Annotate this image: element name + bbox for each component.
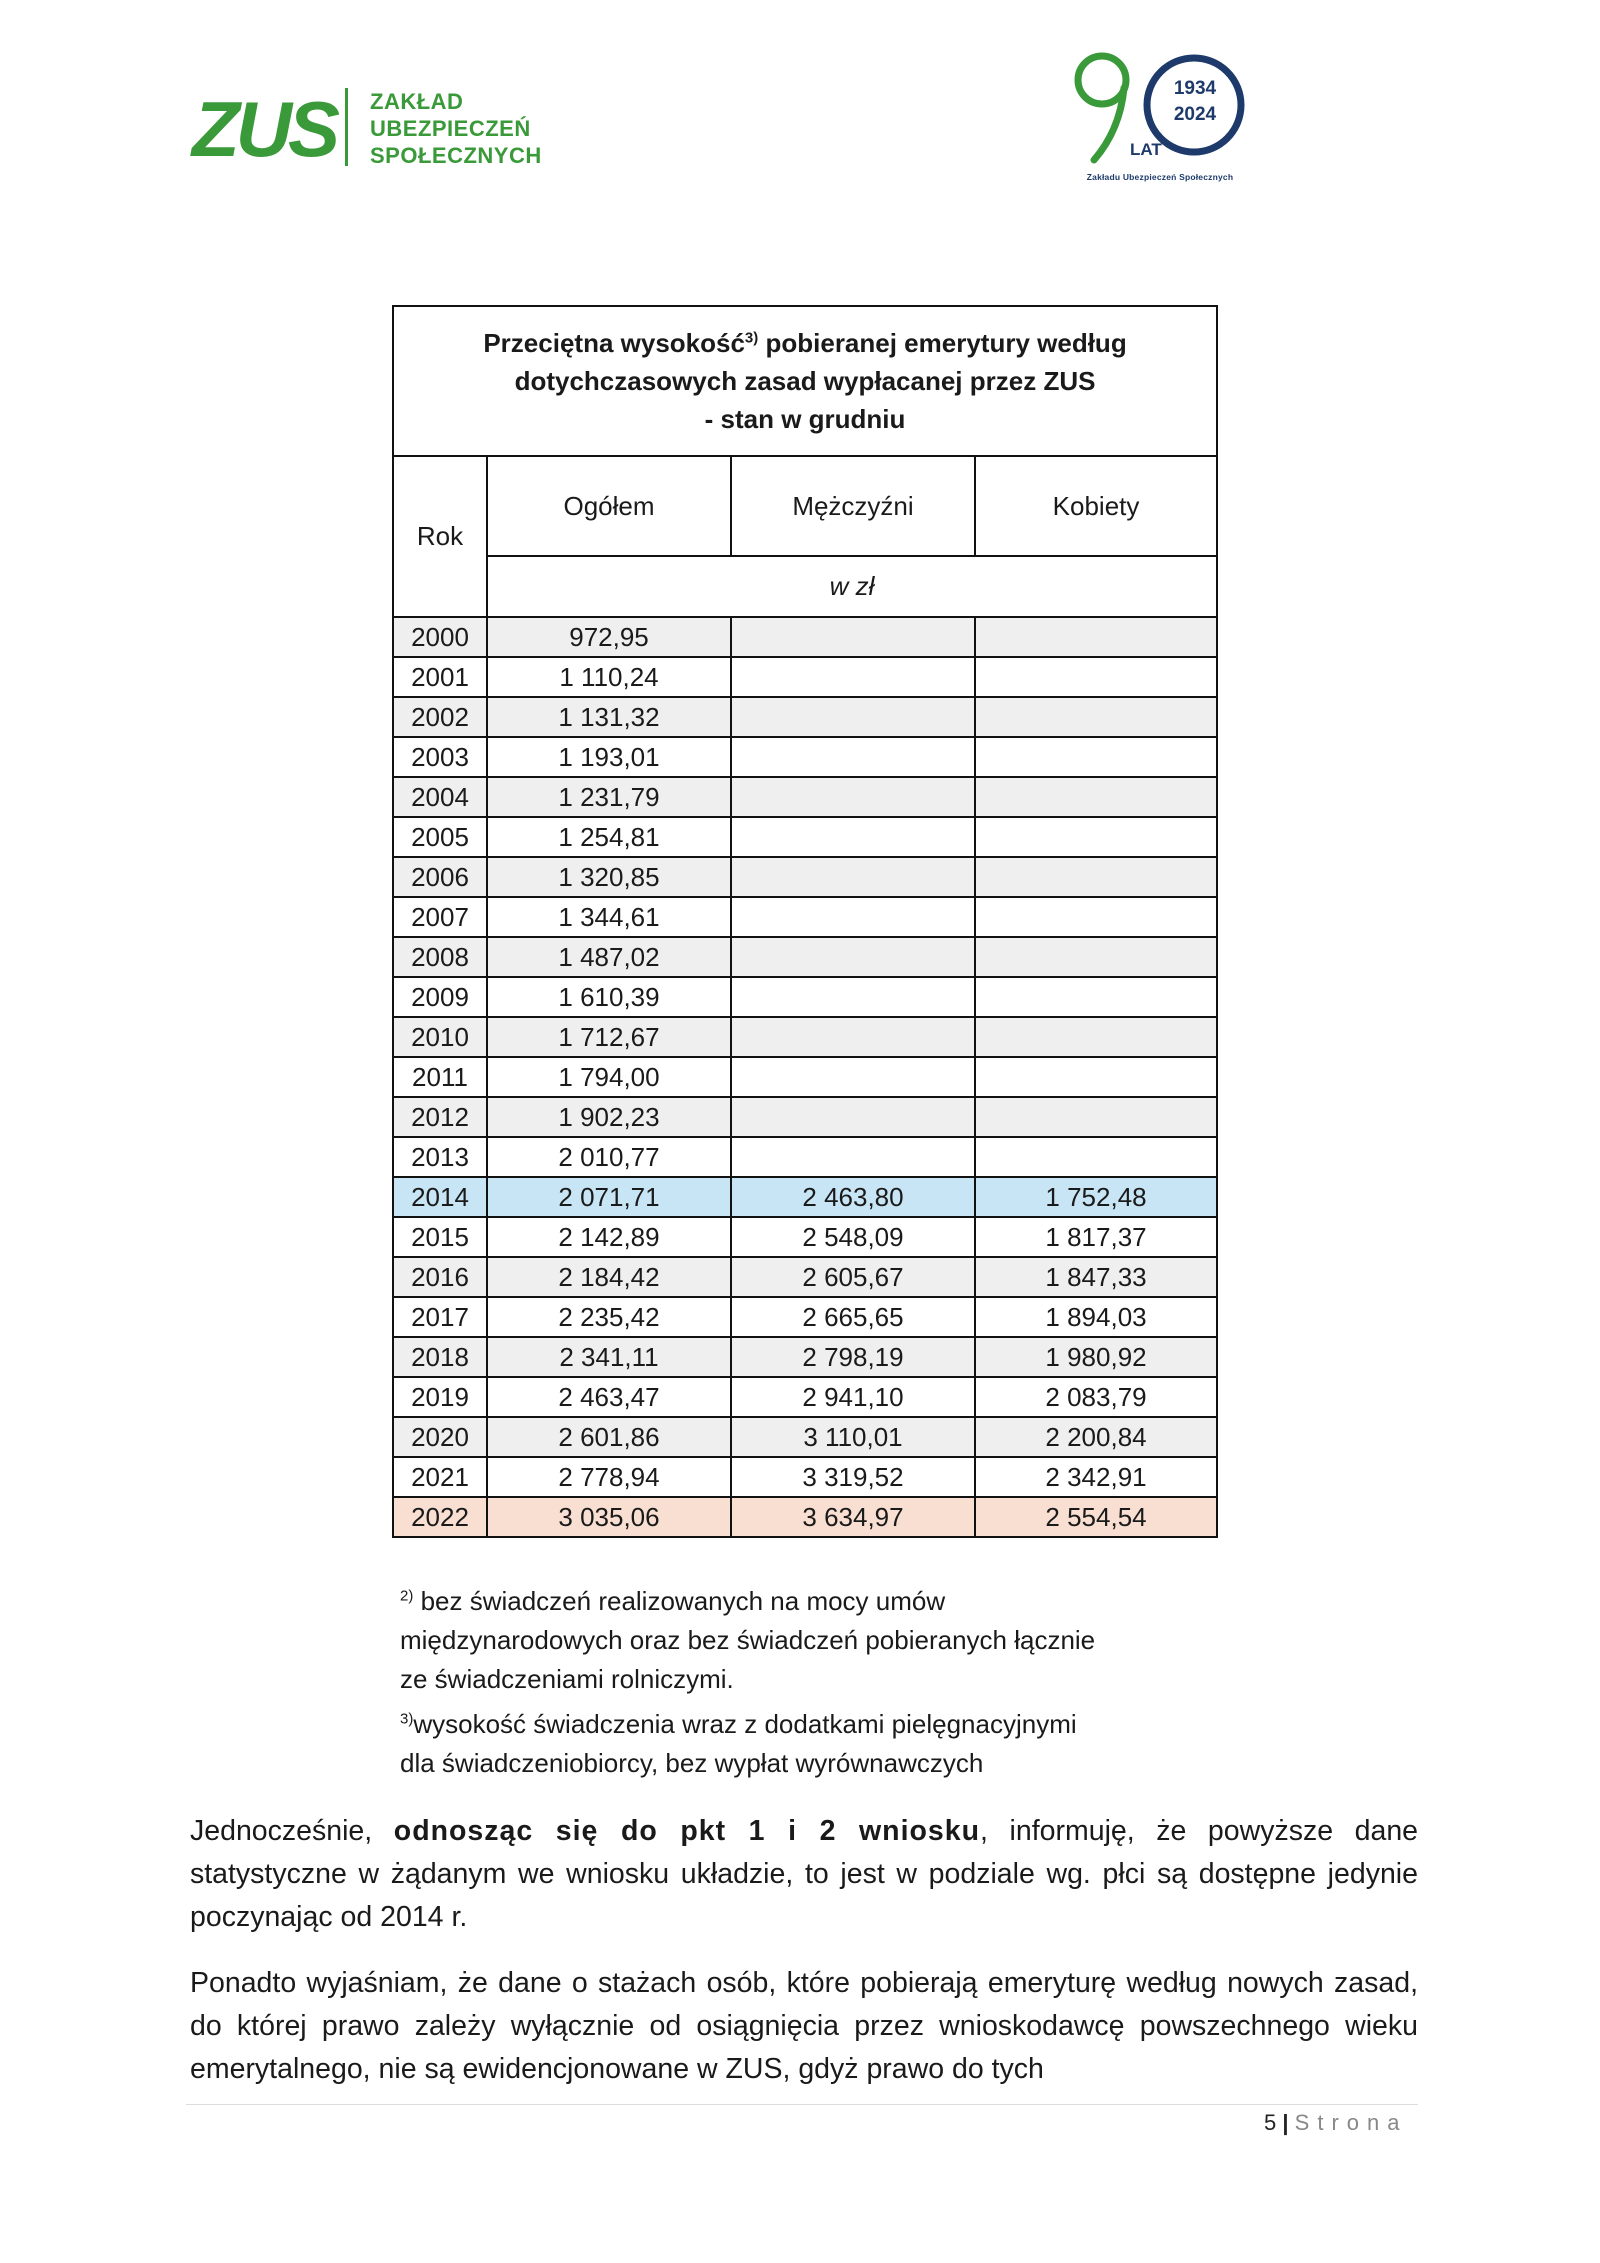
cell-total: 2 010,77 [487, 1137, 731, 1177]
cell-women: 2 554,54 [975, 1497, 1217, 1537]
table-title-line: - stan w grudniu [704, 404, 906, 434]
paragraph-text: , informuję, że powyższe dane statystyczne w żądanym we wniosku układzie, to jest w podziale wg. płci są dostępne jedynie poczynając od 2014 r. [190, 1815, 1419, 1933]
cell-year: 2008 [393, 937, 487, 977]
zus-full-name [370, 88, 542, 169]
cell-women [975, 1137, 1217, 1177]
table-row [393, 1377, 1217, 1417]
table-row [393, 697, 1217, 737]
footnote-ref: 3) [744, 329, 759, 347]
cell-men [731, 737, 975, 777]
cell-total: 1 193,01 [487, 737, 731, 777]
cell-year: 2010 [393, 1017, 487, 1057]
paragraph-bold-text: odnosząc się do pkt 1 i 2 wniosku [393, 1815, 981, 1847]
cell-year: 2003 [393, 737, 487, 777]
anniversary-years [1155, 76, 1235, 128]
col-header-mezczyzni: Mężczyźni [731, 456, 975, 556]
cell-men: 3 319,52 [731, 1457, 975, 1497]
table-row [393, 1257, 1217, 1297]
cell-year: 2017 [393, 1297, 487, 1337]
cell-year: 2002 [393, 697, 487, 737]
page-number-value: 5 [1264, 2110, 1277, 2135]
cell-year: 2012 [393, 1097, 487, 1137]
cell-total: 2 341,11 [487, 1337, 731, 1377]
cell-women [975, 617, 1217, 657]
table-title-line: dotychczasowych zasad wypłacanej przez ZUS [514, 366, 1096, 396]
cell-total: 972,95 [487, 617, 731, 657]
cell-year: 2007 [393, 897, 487, 937]
footnote-3 [400, 1705, 1220, 1783]
cell-women [975, 1097, 1217, 1137]
table-title-part: pobieranej emerytury według [758, 328, 1127, 358]
logo-divider [345, 88, 348, 166]
anniversary-caption: Zakładu Ubezpieczeń Społecznych [1086, 172, 1234, 182]
footnote-text: dla świadczeniobiorcy, bez wypłat wyrównawczych [400, 1748, 984, 1778]
table-row [393, 897, 1217, 937]
cell-year: 2009 [393, 977, 487, 1017]
cell-total: 3 035,06 [487, 1497, 731, 1537]
cell-year: 2021 [393, 1457, 487, 1497]
cell-year: 2015 [393, 1217, 487, 1257]
table-row [393, 1057, 1217, 1097]
table-row [393, 1417, 1217, 1457]
zus-name-line: UBEZPIECZEŃ [370, 116, 531, 141]
footnote-text: ze świadczeniami rolniczymi. [400, 1664, 734, 1694]
table-row [393, 937, 1217, 977]
cell-women: 1 817,37 [975, 1217, 1217, 1257]
cell-women [975, 897, 1217, 937]
cell-women [975, 1017, 1217, 1057]
table-row [393, 1177, 1217, 1217]
cell-total: 2 184,42 [487, 1257, 731, 1297]
table-row [393, 777, 1217, 817]
table-row [393, 977, 1217, 1017]
cell-women: 2 342,91 [975, 1457, 1217, 1497]
anniversary-lat: LAT [1130, 140, 1162, 159]
cell-year: 2005 [393, 817, 487, 857]
cell-year: 2011 [393, 1057, 487, 1097]
table-row [393, 1497, 1217, 1537]
cell-year: 2006 [393, 857, 487, 897]
cell-men [731, 697, 975, 737]
cell-total: 1 110,24 [487, 657, 731, 697]
cell-men [731, 657, 975, 697]
cell-women [975, 1057, 1217, 1097]
cell-women: 1 752,48 [975, 1177, 1217, 1217]
cell-men [731, 777, 975, 817]
cell-total: 2 235,42 [487, 1297, 731, 1337]
col-header-rok: Rok [393, 456, 487, 617]
cell-men [731, 1057, 975, 1097]
table-row [393, 857, 1217, 897]
cell-total: 1 231,79 [487, 777, 731, 817]
cell-total: 2 463,47 [487, 1377, 731, 1417]
footnote-2 [400, 1582, 1220, 1699]
cell-year: 2000 [393, 617, 487, 657]
table-row [393, 657, 1217, 697]
cell-year: 2016 [393, 1257, 487, 1297]
anniversary-year-end: 2024 [1173, 104, 1217, 125]
cell-total: 1 320,85 [487, 857, 731, 897]
table-row [393, 737, 1217, 777]
cell-year: 2013 [393, 1137, 487, 1177]
cell-men: 2 665,65 [731, 1297, 975, 1337]
table-row [393, 817, 1217, 857]
paragraph-text: Jednocześnie, [190, 1815, 394, 1847]
cell-men: 2 463,80 [731, 1177, 975, 1217]
cell-men: 3 110,01 [731, 1417, 975, 1457]
cell-men: 2 548,09 [731, 1217, 975, 1257]
cell-total: 1 610,39 [487, 977, 731, 1017]
cell-men: 2 798,19 [731, 1337, 975, 1377]
table-title-part: Przeciętna wysokość [483, 328, 745, 358]
cell-men [731, 937, 975, 977]
cell-year: 2014 [393, 1177, 487, 1217]
cell-year: 2018 [393, 1337, 487, 1377]
cell-women [975, 817, 1217, 857]
cell-total: 1 344,61 [487, 897, 731, 937]
footer-divider [186, 2104, 1418, 2105]
table-row [393, 1097, 1217, 1137]
footnote-mark: 2) [400, 1587, 414, 1605]
cell-women: 2 200,84 [975, 1417, 1217, 1457]
paragraph-2: Ponadto wyjaśniam, że dane o stażach osób, które pobierają emeryturę według nowych zasad, do której prawo zależy wyłącznie od osiągnięcia przez wnioskodawcę powszechnego wieku emerytalnego, nie są ewidencjonowane w ZUS, gdyż prawo do tych [190, 1967, 1418, 2085]
table-row [393, 1137, 1217, 1177]
anniversary-logo [1060, 50, 1260, 190]
page-word: Strona [1294, 2110, 1408, 2135]
cell-men [731, 1017, 975, 1057]
cell-women: 1 894,03 [975, 1297, 1217, 1337]
cell-women [975, 737, 1217, 777]
table-body [393, 617, 1217, 1537]
page-number [1264, 2110, 1407, 2136]
cell-men [731, 977, 975, 1017]
zus-logo [190, 84, 550, 174]
footnote-mark: 3) [400, 1710, 414, 1728]
cell-women [975, 937, 1217, 977]
paragraph-1 [190, 1810, 1418, 1939]
table-row [393, 1217, 1217, 1257]
cell-women [975, 657, 1217, 697]
cell-men [731, 897, 975, 937]
cell-men [731, 617, 975, 657]
cell-men: 3 634,97 [731, 1497, 975, 1537]
footnotes [400, 1582, 1220, 1789]
cell-men: 2 605,67 [731, 1257, 975, 1297]
zus-logo-icon [190, 84, 336, 173]
cell-women [975, 777, 1217, 817]
cell-women: 1 980,92 [975, 1337, 1217, 1377]
footnote-text: bez świadczeń realizowanych na mocy umów [413, 1586, 946, 1616]
cell-total: 2 071,71 [487, 1177, 731, 1217]
cell-year: 2019 [393, 1377, 487, 1417]
cell-total: 2 142,89 [487, 1217, 731, 1257]
cell-women: 2 083,79 [975, 1377, 1217, 1417]
table-row [393, 617, 1217, 657]
cell-women [975, 697, 1217, 737]
footnote-text: międzynarodowych oraz bez świadczeń pobieranych łącznie [400, 1625, 1096, 1655]
cell-total: 2 601,86 [487, 1417, 731, 1457]
cell-women [975, 977, 1217, 1017]
cell-total: 1 712,67 [487, 1017, 731, 1057]
cell-year: 2022 [393, 1497, 487, 1537]
col-header-ogolem: Ogółem [487, 456, 731, 556]
table-row [393, 1297, 1217, 1337]
cell-men: 2 941,10 [731, 1377, 975, 1417]
cell-women: 1 847,33 [975, 1257, 1217, 1297]
unit-label: w zł [487, 556, 1217, 617]
zus-name-line: SPOŁECZNYCH [370, 143, 542, 168]
cell-total: 1 254,81 [487, 817, 731, 857]
table-row [393, 1457, 1217, 1497]
cell-total: 1 902,23 [487, 1097, 731, 1137]
cell-total: 1 794,00 [487, 1057, 731, 1097]
cell-men [731, 1097, 975, 1137]
cell-year: 2001 [393, 657, 487, 697]
cell-men [731, 857, 975, 897]
cell-men [731, 817, 975, 857]
table-row [393, 1017, 1217, 1057]
pension-table [392, 305, 1218, 1538]
page-separator: | [1282, 2110, 1289, 2135]
footnote-text: wysokość świadczenia wraz z dodatkami pielęgnacyjnymi [413, 1709, 1077, 1739]
table-row [393, 1337, 1217, 1377]
cell-men [731, 1137, 975, 1177]
table-title [393, 306, 1217, 456]
anniversary-year-start: 1934 [1173, 78, 1217, 99]
cell-total: 2 778,94 [487, 1457, 731, 1497]
cell-year: 2020 [393, 1417, 487, 1457]
cell-year: 2004 [393, 777, 487, 817]
cell-total: 1 487,02 [487, 937, 731, 977]
cell-total: 1 131,32 [487, 697, 731, 737]
cell-women [975, 857, 1217, 897]
zus-name-line: ZAKŁAD [370, 89, 464, 114]
svg-text:ZUS: ZUS [192, 85, 336, 173]
col-header-kobiety: Kobiety [975, 456, 1217, 556]
